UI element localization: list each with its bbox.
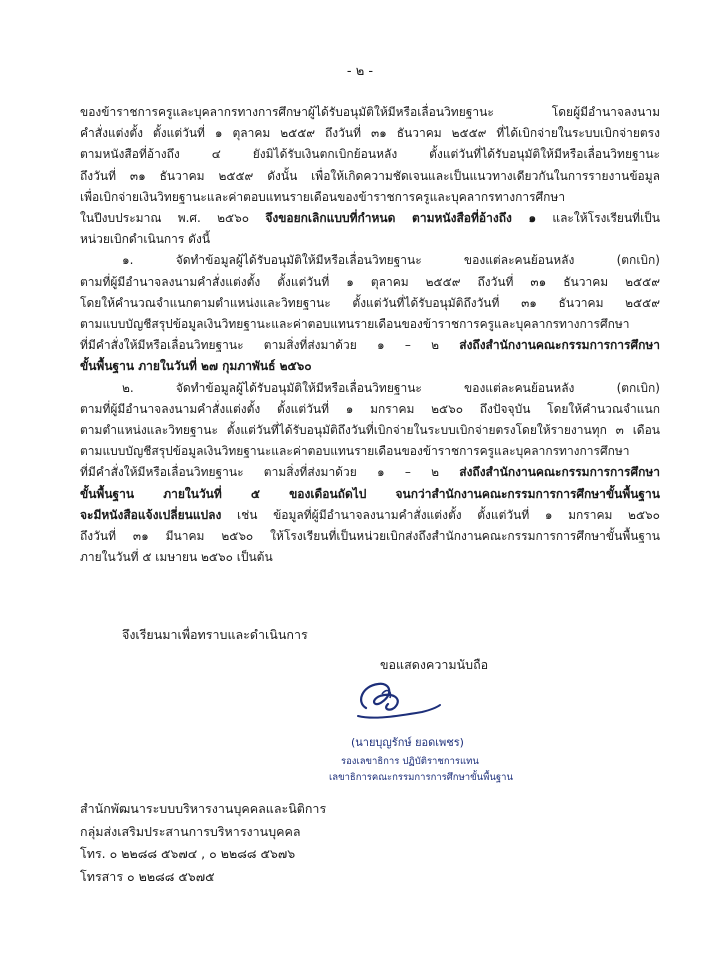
text-line: ถึงวันที่ ๓๑ มีนาคม ๒๕๖๐ ให้โรงเรียนที่เป็นหน่วยเบิกส่งถึงสำนักงานคณะกรรมการการศึกษาขั้นพื้นฐาน xyxy=(80,529,660,544)
text-line: ตามแบบบัญชีสรุปข้อมูลเงินวิทยฐานะและค่าตอบแทนรายเดือนของข้าราชการครูและบุคลากรทางการศึกษา xyxy=(80,317,630,332)
text-line: ตามที่ผู้มีอำนาจลงนามคำสั่งแต่งตั้ง ตั้งแต่วันที่ ๑ มกราคม ๒๕๖๐ ถึงปัจจุบัน โดยให้คำนวณจำแนก xyxy=(80,401,660,416)
text-line: ตามหนังสือที่อ้างถึง ๔ ยังมิได้รับเงินตกเบิกย้อนหลัง ตั้งแต่วันที่ได้รับอนุมัติให้มีหรือเลื่อนวิทยฐานะ xyxy=(80,147,660,162)
text-line xyxy=(80,335,660,356)
phone-number: โทร. ๐ ๒๒๘๘ ๕๖๗๔ , ๐ ๒๒๘๘ ๕๖๗๖ xyxy=(80,846,296,861)
text-segment: และให้โรงเรียนที่เป็น xyxy=(536,211,661,226)
text-line: ตามแบบบัญชีสรุปข้อมูลเงินวิทยฐานะและค่าตอบแทนรายเดือนของข้าราชการครูและบุคลากรทางการศึกษา xyxy=(80,444,630,459)
text-line: ขั้นพื้นฐาน ภายในวันที่ ๒๗ กุมภาพันธ์ ๒๕๖๐ xyxy=(80,359,312,374)
text-line: เพื่อเบิกจ่ายเงินวิทยฐานะและค่าตอบแทนรายเดือนของข้าราชการครูและบุคลากรทางการศึกษา xyxy=(80,189,566,204)
item-1-paragraph xyxy=(80,250,660,377)
signer-position: รองเลขาธิการ ปฏิบัติราชการแทน xyxy=(341,756,479,767)
text-segment: ในปีงบประมาณ พ.ศ. ๒๕๖๐ xyxy=(80,211,266,226)
intro-paragraph xyxy=(80,102,660,250)
text-line: ของข้าราชการครูและบุคลากรทางการศึกษาผู้ได้รับอนุมัติให้มีหรือเลื่อนวิทยฐานะ โดยผู้มีอำนาจลงนาม xyxy=(80,105,660,119)
text-segment: เช่น ข้อมูลที่ผู้มีอำนาจลงนามคำสั่งแต่งตั้ง ตั้งแต่วันที่ ๑ มกราคม ๒๕๖๐ xyxy=(221,507,660,522)
item-2-paragraph xyxy=(80,378,660,569)
handwritten-signature xyxy=(352,672,442,730)
text-line: ขั้นพื้นฐาน ภายในวันที่ ๕ ของเดือนถัดไป จนกว่าสำนักงานคณะกรรมการการศึกษาขั้นพื้นฐาน xyxy=(80,486,660,501)
text-line: โดยให้คำนวณจำแนกตามตำแหน่งและวิทยฐานะ ตั้งแต่วันที่ได้รับอนุมัติถึงวันที่ ๓๑ ธันวาคม ๒๕๕๙ xyxy=(80,295,660,310)
text-line: ๒. จัดทำข้อมูลผู้ได้รับอนุมัติให้มีหรือเลื่อนวิทยฐานะ ของแต่ละคนย้อนหลัง (ตกเบิก) xyxy=(122,380,660,395)
text-segment: ที่มีคำสั่งให้มีหรือเลื่อนวิทยฐานะ ตามสิ่งที่ส่งมาด้วย ๑ – ๒ xyxy=(80,465,460,480)
letter-body xyxy=(80,102,660,568)
bold-text: จึงขอยกเลิกแบบที่กำหนด ตามหนังสือที่อ้างถึง ๑ xyxy=(265,211,537,226)
signer-position: เลขาธิการคณะกรรมการการศึกษาขั้นพื้นฐาน xyxy=(329,772,513,783)
bold-text: ส่งถึงสำนักงานคณะกรรมการการศึกษา xyxy=(459,338,660,353)
regards-line: ขอแสดงความนับถือ xyxy=(380,657,489,672)
page-number: - ๒ - xyxy=(346,64,374,79)
closing-line: จึงเรียนมาเพื่อทราบและดำเนินการ xyxy=(122,627,308,642)
office-name: สำนักพัฒนาระบบบริหารงานบุคคลและนิติการ xyxy=(80,801,327,816)
text-line: ๑. จัดทำข้อมูลผู้ได้รับอนุมัติให้มีหรือเลื่อนวิทยฐานะ ของแต่ละคนย้อนหลัง (ตกเบิก) xyxy=(122,253,660,268)
signer-name: (นายบุญรักษ์ ยอดเพชร) xyxy=(351,736,464,749)
text-line: ภายในวันที่ ๕ เมษายน ๒๕๖๐ เป็นต้น xyxy=(80,550,273,565)
text-segment: ที่มีคำสั่งให้มีหรือเลื่อนวิทยฐานะ ตามสิ่งที่ส่งมาด้วย ๑ – ๒ xyxy=(80,338,460,353)
text-line: ตามที่ผู้มีอำนาจลงนามคำสั่งแต่งตั้ง ตั้งแต่วันที่ ๑ ตุลาคม ๒๕๕๙ ถึงวันที่ ๓๑ ธันวาคม ๒๕๕๙ xyxy=(80,274,660,289)
text-line: ตามตำแหน่งและวิทยฐานะ ตั้งแต่วันที่ได้รับอนุมัติถึงวันที่เบิกจ่ายในระบบเบิกจ่ายตรงโดยให้รายงานทุก ๓ เดือน xyxy=(80,423,660,438)
text-line xyxy=(80,208,660,229)
bold-text: ส่งถึงสำนักงานคณะกรรมการการศึกษา xyxy=(459,465,660,480)
fax-number: โทรสาร ๐ ๒๒๘๘ ๕๖๗๕ xyxy=(80,868,215,884)
text-line: คำสั่งแต่งตั้ง ตั้งแต่วันที่ ๑ ตุลาคม ๒๕๕๙ ถึงวันที่ ๓๑ ธันวาคม ๒๕๕๙ ที่ได้เบิกจ่ายในระบบเบิกจ่ายตรง xyxy=(80,126,660,141)
group-name: กลุ่มส่งเสริมประสานการบริหารงานบุคคล xyxy=(80,823,301,839)
text-line: ถึงวันที่ ๓๑ ธันวาคม ๒๕๕๙ ดังนั้น เพื่อให้เกิดความชัดเจนและเป็นแนวทางเดียวกันในการรายงานข้อมูล xyxy=(80,168,660,183)
text-line: หน่วยเบิกดำเนินการ ดังนี้ xyxy=(80,232,211,247)
bold-text: จะมีหนังสือแจ้งเปลี่ยนแปลง xyxy=(80,507,222,522)
text-line xyxy=(80,505,660,526)
text-line xyxy=(80,462,660,483)
contact-footer xyxy=(80,798,326,888)
